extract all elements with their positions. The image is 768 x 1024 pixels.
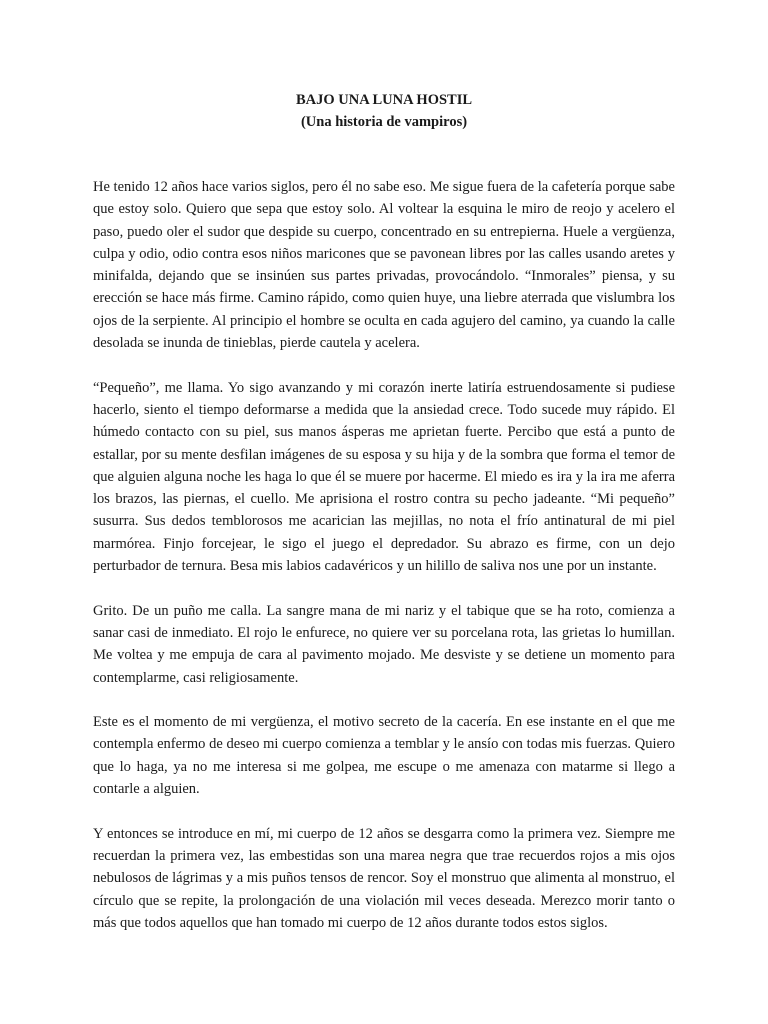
document-subtitle: (Una historia de vampiros) [300, 114, 468, 130]
paragraph-3: Grito. De un puño me calla. La sangre mana de mi nariz y el tabique que se ha roto, comienza a sanar casi de inmediato. El rojo le enfurece, no quiere ver su porcelana rota, las grietas lo humillan. Me voltea y me empuja de cara al pavimento mojado. Me desviste y se detiene un momento para contemplarme, casi religiosamente. [93, 602, 675, 686]
document-page [93, 89, 675, 934]
paragraph-1: He tenido 12 años hace varios siglos, pero él no sabe eso. Me sigue fuera de la cafetería porque sabe que estoy solo. Quiero que sepa que estoy solo. Al voltear la esquina le miro de reojo y acelero el paso, puedo oler el sudor que despide su cuerpo, concentrado en su entrepierna. Huele a vergüenza, culpa y odio, odio contra esos niños maricones que se pavonean libres por las calles usando aretes y minifalda, dejando que se insinúen sus partes privadas, provocándolo. “Inmorales” piensa, y su erección se hace más firme. Camino rápido, como quien huye, una liebre aterrada que vislumbra los ojos de la serpiente. Al principio el hombre se oculta en cada agujero del camino, ya cuando la calle desolada se inunda de tinieblas, pierde cautela y acelera. [93, 179, 675, 352]
paragraph-4: Este es el momento de mi vergüenza, el motivo secreto de la cacería. En ese instante en el que me contempla enfermo de deseo mi cuerpo comienza a temblar y le ansío con todas mis fuerzas. Quiero que lo haga, ya no me interesa si me golpea, me escupe o me amenaza con matarme si llego a contarle a alguien. [93, 714, 675, 798]
document-title: BAJO UNA LUNA HOSTIL [295, 92, 473, 108]
paragraph-5: Y entonces se introduce en mí, mi cuerpo de 12 años se desgarra como la primera vez. Siempre me recuerdan la primera vez, las embestidas son una marea negra que trae recuerdos rojos a mis ojos nebulosos de lágrimas y a mis puños tensos de rencor. Soy el monstruo que alimenta al monstruo, el círculo que se repite, la prolongación de una violación mil veces deseada. Merezco morir tanto o más que todos aquellos que han tomado mi cuerpo de 12 años durante todos estos siglos. [93, 825, 675, 931]
paragraph-2: “Pequeño”, me llama. Yo sigo avanzando y mi corazón inerte latiría estruendosamente si pudiese hacerlo, siento el tiempo deformarse a medida que la ansiedad crece. Todo sucede muy rápido. El húmedo contacto con su piel, sus manos ásperas me aprietan fuerte. Percibo que está a punto de estallar, por su mente desfilan imágenes de su esposa y su hija y de la sombra que forma el temor de que alguien alguna noche les haga lo que él se muere por hacerme. El miedo es ira y la ira me aferra los brazos, las piernas, el cuello. Me aprisiona el rostro contra su pecho jadeante. “Mi pequeño” susurra. Sus dedos temblorosos me acarician las mejillas, no nota el frío antinatural de mi piel marmórea. Finjo forcejear, le sigo el juego el depredador. Su abrazo es firme, con un dejo perturbador de ternura. Besa mis labios cadavéricos y un hilillo de saliva nos une por un instante. [93, 379, 675, 575]
